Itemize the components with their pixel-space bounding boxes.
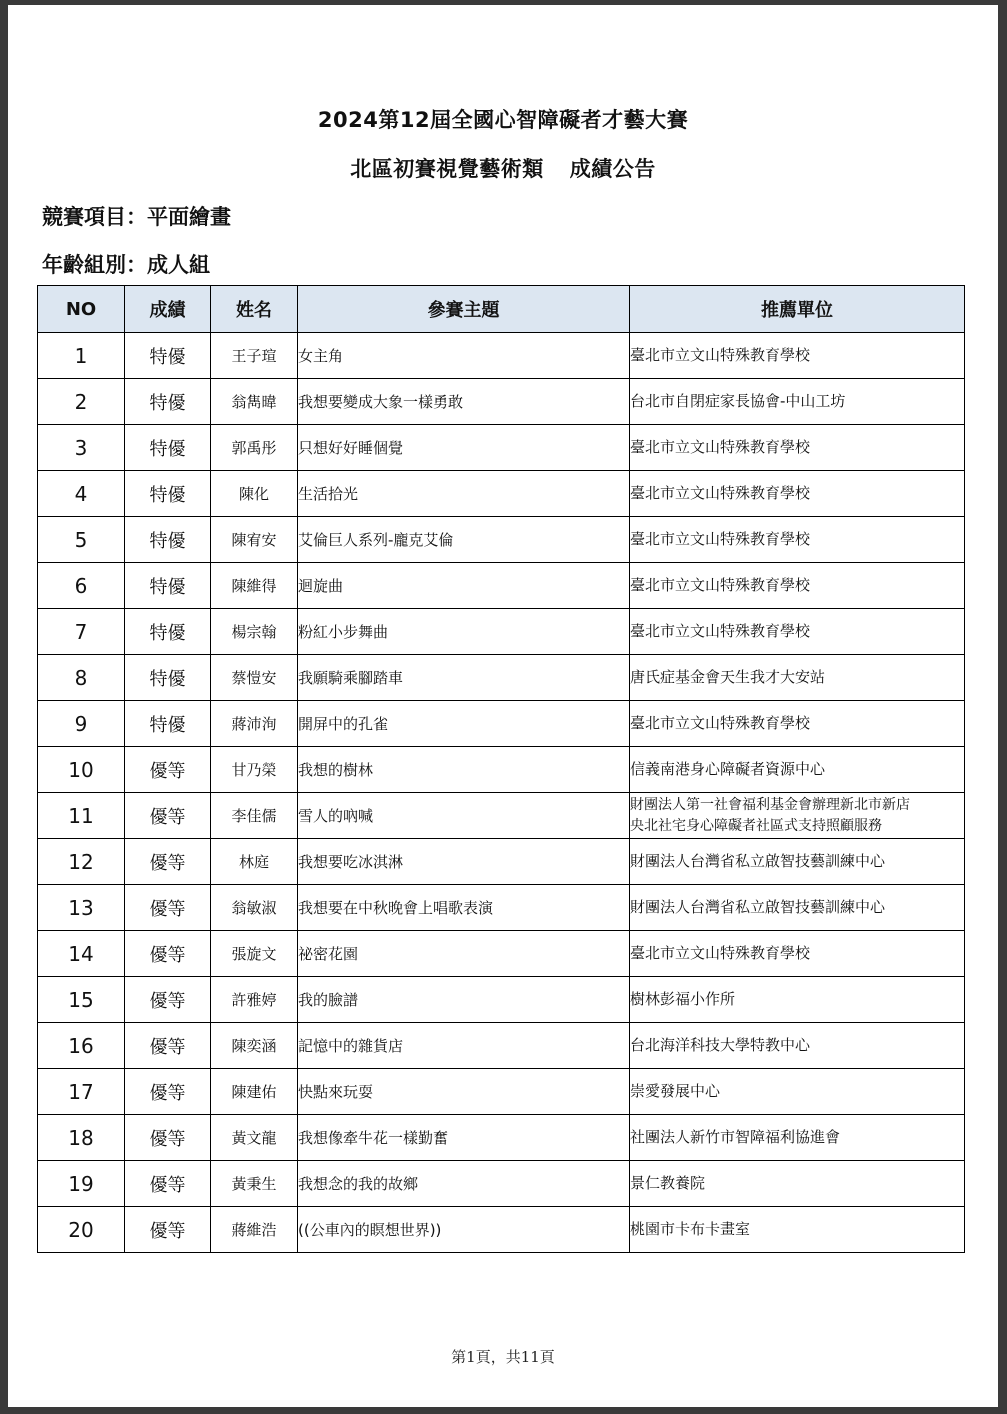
cell-unit: 臺北市立文山特殊教育學校 xyxy=(630,609,965,655)
cell-unit: 臺北市立文山特殊教育學校 xyxy=(630,701,965,747)
cell-topic: 開屏中的孔雀 xyxy=(298,701,630,747)
cell-topic: 生活拾光 xyxy=(298,471,630,517)
table-header-row xyxy=(38,286,965,333)
cell-grade: 特優 xyxy=(125,701,211,747)
cell-grade: 特優 xyxy=(125,379,211,425)
table-row xyxy=(38,655,965,701)
table-row xyxy=(38,471,965,517)
cell-grade: 優等 xyxy=(125,1161,211,1207)
table-row xyxy=(38,1115,965,1161)
page-number: 第1頁，共11頁 xyxy=(451,1348,555,1366)
cell-grade: 優等 xyxy=(125,839,211,885)
cell-name: 陳維得 xyxy=(211,563,298,609)
table-row xyxy=(38,609,965,655)
cell-unit: 臺北市立文山特殊教育學校 xyxy=(630,931,965,977)
cell-topic: 粉紅小步舞曲 xyxy=(298,609,630,655)
cell-unit: 社團法人新竹市智障福利協進會 xyxy=(630,1115,965,1161)
cell-name: 郭禹彤 xyxy=(211,425,298,471)
column-header-grade: 成績 xyxy=(125,286,211,333)
cell-unit: 臺北市立文山特殊教育學校 xyxy=(630,471,965,517)
age-group: 年齡組別：成人組 xyxy=(42,253,210,277)
cell-grade: 優等 xyxy=(125,885,211,931)
cell-unit: 景仁教養院 xyxy=(630,1161,965,1207)
cell-unit: 樹林彭福小作所 xyxy=(630,977,965,1023)
cell-name: 黃文龍 xyxy=(211,1115,298,1161)
cell-name: 陳建佑 xyxy=(211,1069,298,1115)
cell-topic: 雪人的吶喊 xyxy=(298,793,630,839)
cell-name: 王子瑄 xyxy=(211,333,298,379)
cell-grade: 特優 xyxy=(125,563,211,609)
cell-no: 8 xyxy=(38,655,125,701)
cell-topic: 迴旋曲 xyxy=(298,563,630,609)
table-row xyxy=(38,1069,965,1115)
cell-no: 19 xyxy=(38,1161,125,1207)
cell-name: 蔣沛洵 xyxy=(211,701,298,747)
column-header-name: 姓名 xyxy=(211,286,298,333)
cell-grade: 特優 xyxy=(125,517,211,563)
document-subtitle xyxy=(8,153,998,183)
cell-grade: 優等 xyxy=(125,977,211,1023)
cell-no: 11 xyxy=(38,793,125,839)
cell-grade: 特優 xyxy=(125,333,211,379)
cell-no: 16 xyxy=(38,1023,125,1069)
table-row xyxy=(38,977,965,1023)
cell-no: 1 xyxy=(38,333,125,379)
cell-name: 陳奕涵 xyxy=(211,1023,298,1069)
column-header-unit: 推薦單位 xyxy=(630,286,965,333)
cell-unit: 台北市自閉症家長協會-中山工坊 xyxy=(630,379,965,425)
document-title: 2024第12屆全國心智障礙者才藝大賽 xyxy=(317,108,689,132)
cell-topic: 艾倫巨人系列-龐克艾倫 xyxy=(298,517,630,563)
table-row xyxy=(38,1207,965,1253)
column-header-topic: 參賽主題 xyxy=(298,286,630,333)
table-row xyxy=(38,563,965,609)
cell-topic: 我想要吃冰淇淋 xyxy=(298,839,630,885)
cell-topic: 我的臉譜 xyxy=(298,977,630,1023)
cell-grade: 優等 xyxy=(125,1115,211,1161)
cell-grade: 優等 xyxy=(125,747,211,793)
table-row xyxy=(38,701,965,747)
cell-name: 蔣維浩 xyxy=(211,1207,298,1253)
cell-grade: 特優 xyxy=(125,655,211,701)
cell-no: 15 xyxy=(38,977,125,1023)
table-row xyxy=(38,379,965,425)
cell-topic: 我願騎乘腳踏車 xyxy=(298,655,630,701)
cell-topic: 只想好好睡個覺 xyxy=(298,425,630,471)
cell-no: 3 xyxy=(38,425,125,471)
cell-name: 甘乃榮 xyxy=(211,747,298,793)
table-row xyxy=(38,1023,965,1069)
cell-name: 翁雋暐 xyxy=(211,379,298,425)
cell-no: 18 xyxy=(38,1115,125,1161)
table-row xyxy=(38,885,965,931)
cell-name: 蔡愷安 xyxy=(211,655,298,701)
cell-topic: 我想念的我的故鄉 xyxy=(298,1161,630,1207)
cell-no: 17 xyxy=(38,1069,125,1115)
cell-grade: 優等 xyxy=(125,1069,211,1115)
cell-no: 9 xyxy=(38,701,125,747)
cell-unit: 臺北市立文山特殊教育學校 xyxy=(630,333,965,379)
table-row xyxy=(38,931,965,977)
cell-no: 10 xyxy=(38,747,125,793)
cell-unit: 財團法人台灣省私立啟智技藝訓練中心 xyxy=(630,885,965,931)
cell-topic: 祕密花園 xyxy=(298,931,630,977)
cell-name: 李佳儒 xyxy=(211,793,298,839)
cell-grade: 特優 xyxy=(125,609,211,655)
cell-topic: 我想像牽牛花一樣勤奮 xyxy=(298,1115,630,1161)
cell-name: 翁敏淑 xyxy=(211,885,298,931)
subtitle-announcement: 成績公告 xyxy=(569,157,656,181)
table-row xyxy=(38,1161,965,1207)
cell-topic: 快點來玩耍 xyxy=(298,1069,630,1115)
cell-no: 2 xyxy=(38,379,125,425)
table-row xyxy=(38,517,965,563)
cell-name: 陳化 xyxy=(211,471,298,517)
document-page xyxy=(8,5,998,1407)
cell-topic: 我想的樹林 xyxy=(298,747,630,793)
cell-grade: 優等 xyxy=(125,931,211,977)
cell-no: 14 xyxy=(38,931,125,977)
cell-unit: 臺北市立文山特殊教育學校 xyxy=(630,517,965,563)
cell-no: 7 xyxy=(38,609,125,655)
cell-unit: 唐氏症基金會天生我才大安站 xyxy=(630,655,965,701)
cell-unit: 財團法人台灣省私立啟智技藝訓練中心 xyxy=(630,839,965,885)
cell-unit: 桃園市卡布卡畫室 xyxy=(630,1207,965,1253)
cell-grade: 優等 xyxy=(125,793,211,839)
cell-unit: 財團法人第一社會福利基金會辦理新北市新店 央北社宅身心障礙者社區式支持照顧服務 xyxy=(630,793,965,839)
cell-name: 陳宥安 xyxy=(211,517,298,563)
cell-unit: 崇愛發展中心 xyxy=(630,1069,965,1115)
table-row xyxy=(38,333,965,379)
cell-no: 5 xyxy=(38,517,125,563)
cell-topic: 女主角 xyxy=(298,333,630,379)
cell-grade: 優等 xyxy=(125,1023,211,1069)
subtitle-category: 北區初賽視覺藝術類 xyxy=(350,157,544,181)
cell-no: 12 xyxy=(38,839,125,885)
cell-topic: ((公車內的瞑想世界)) xyxy=(298,1207,630,1253)
table-row xyxy=(38,747,965,793)
cell-grade: 特優 xyxy=(125,425,211,471)
cell-topic: 我想要變成大象一樣勇敢 xyxy=(298,379,630,425)
cell-name: 張旋文 xyxy=(211,931,298,977)
cell-name: 黃秉生 xyxy=(211,1161,298,1207)
cell-name: 許雅婷 xyxy=(211,977,298,1023)
results-table xyxy=(37,285,965,1253)
cell-unit: 臺北市立文山特殊教育學校 xyxy=(630,425,965,471)
table-row xyxy=(38,839,965,885)
table-row xyxy=(38,425,965,471)
cell-no: 6 xyxy=(38,563,125,609)
table-row xyxy=(38,793,965,839)
cell-topic: 我想要在中秋晚會上唱歌表演 xyxy=(298,885,630,931)
cell-unit: 信義南港身心障礙者資源中心 xyxy=(630,747,965,793)
cell-topic: 記憶中的雜貨店 xyxy=(298,1023,630,1069)
column-header-no: NO xyxy=(38,286,125,333)
cell-no: 20 xyxy=(38,1207,125,1253)
cell-grade: 特優 xyxy=(125,471,211,517)
cell-unit: 台北海洋科技大學特教中心 xyxy=(630,1023,965,1069)
cell-unit: 臺北市立文山特殊教育學校 xyxy=(630,563,965,609)
cell-grade: 優等 xyxy=(125,1207,211,1253)
cell-no: 4 xyxy=(38,471,125,517)
competition-item: 競賽項目：平面繪畫 xyxy=(42,205,231,229)
cell-name: 楊宗翰 xyxy=(211,609,298,655)
cell-no: 13 xyxy=(38,885,125,931)
cell-name: 林庭 xyxy=(211,839,298,885)
